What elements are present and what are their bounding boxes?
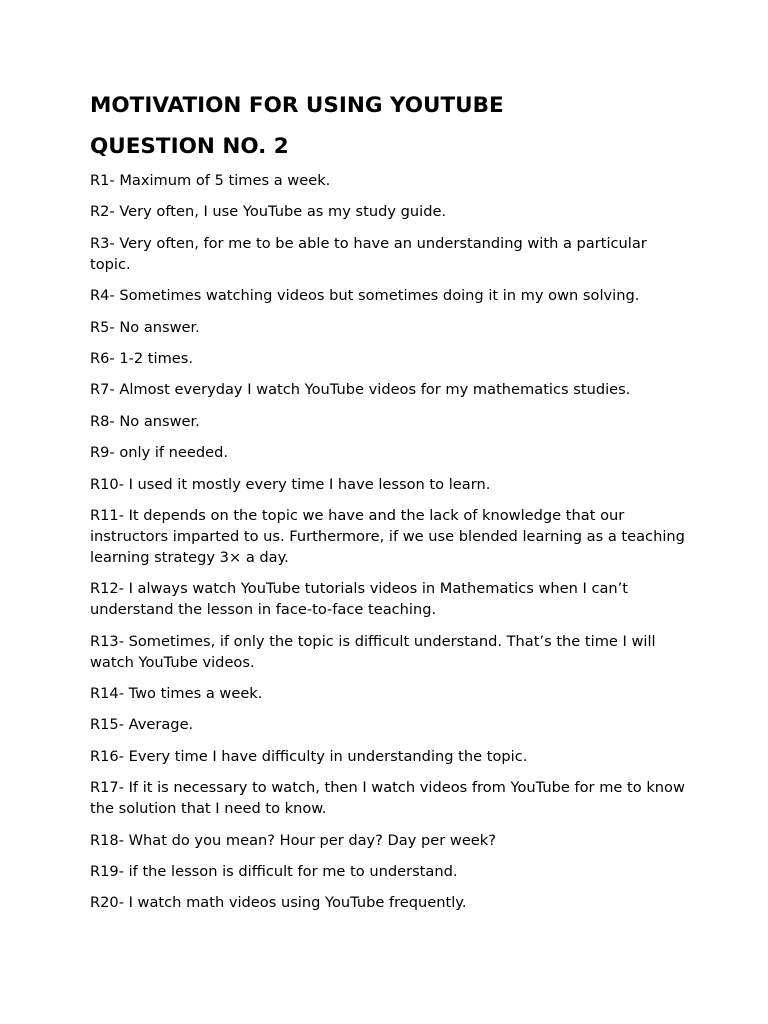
response-item: R5- No answer. bbox=[90, 318, 200, 336]
response-item: R9- only if needed. bbox=[90, 444, 229, 462]
response-item: R7- Almost everyday I watch YouTube videos for my mathematics studies. bbox=[90, 381, 631, 399]
response-item: R11- It depends on the topic we have and the lack of knowledge that our instructors imparted to us. Furthermore, if we use blended learning as a teaching learning strategy 3× a day. bbox=[90, 506, 685, 566]
response-item: R13- Sometimes, if only the topic is difficult understand. That’s the time I will watch YouTube videos. bbox=[90, 632, 656, 671]
response-item: R14- Two times a week. bbox=[90, 685, 263, 703]
response-item: R18- What do you mean? Hour per day? Day per week? bbox=[90, 831, 496, 849]
response-item: R19- if the lesson is difficult for me to understand. bbox=[90, 863, 458, 881]
document-page bbox=[90, 92, 690, 924]
response-item: R10- I used it mostly every time I have lesson to learn. bbox=[90, 475, 491, 493]
response-item: R3- Very often, for me to be able to have an understanding with a particular topic. bbox=[90, 234, 647, 273]
response-item: R15- Average. bbox=[90, 716, 194, 734]
response-item: R16- Every time I have difficulty in understanding the topic. bbox=[90, 747, 528, 765]
document-title: MOTIVATION FOR USING YOUTUBE bbox=[90, 93, 504, 118]
response-item: R17- If it is necessary to watch, then I watch videos from YouTube for me to know the solution that I need to know. bbox=[90, 779, 685, 818]
response-item: R4- Sometimes watching videos but sometimes doing it in my own solving. bbox=[90, 287, 640, 305]
response-item: R6- 1-2 times. bbox=[90, 349, 194, 367]
response-item: R1- Maximum of 5 times a week. bbox=[90, 172, 331, 189]
response-item: R8- No answer. bbox=[90, 412, 200, 430]
response-item: R12- I always watch YouTube tutorials videos in Mathematics when I can’t understand the lesson in face-to-face teaching. bbox=[90, 580, 629, 619]
question-heading: QUESTION NO. 2 bbox=[90, 134, 289, 159]
response-item: R20- I watch math videos using YouTube frequently. bbox=[90, 894, 467, 912]
response-item: R2- Very often, I use YouTube as my study guide. bbox=[90, 203, 447, 221]
response-list bbox=[90, 170, 690, 913]
